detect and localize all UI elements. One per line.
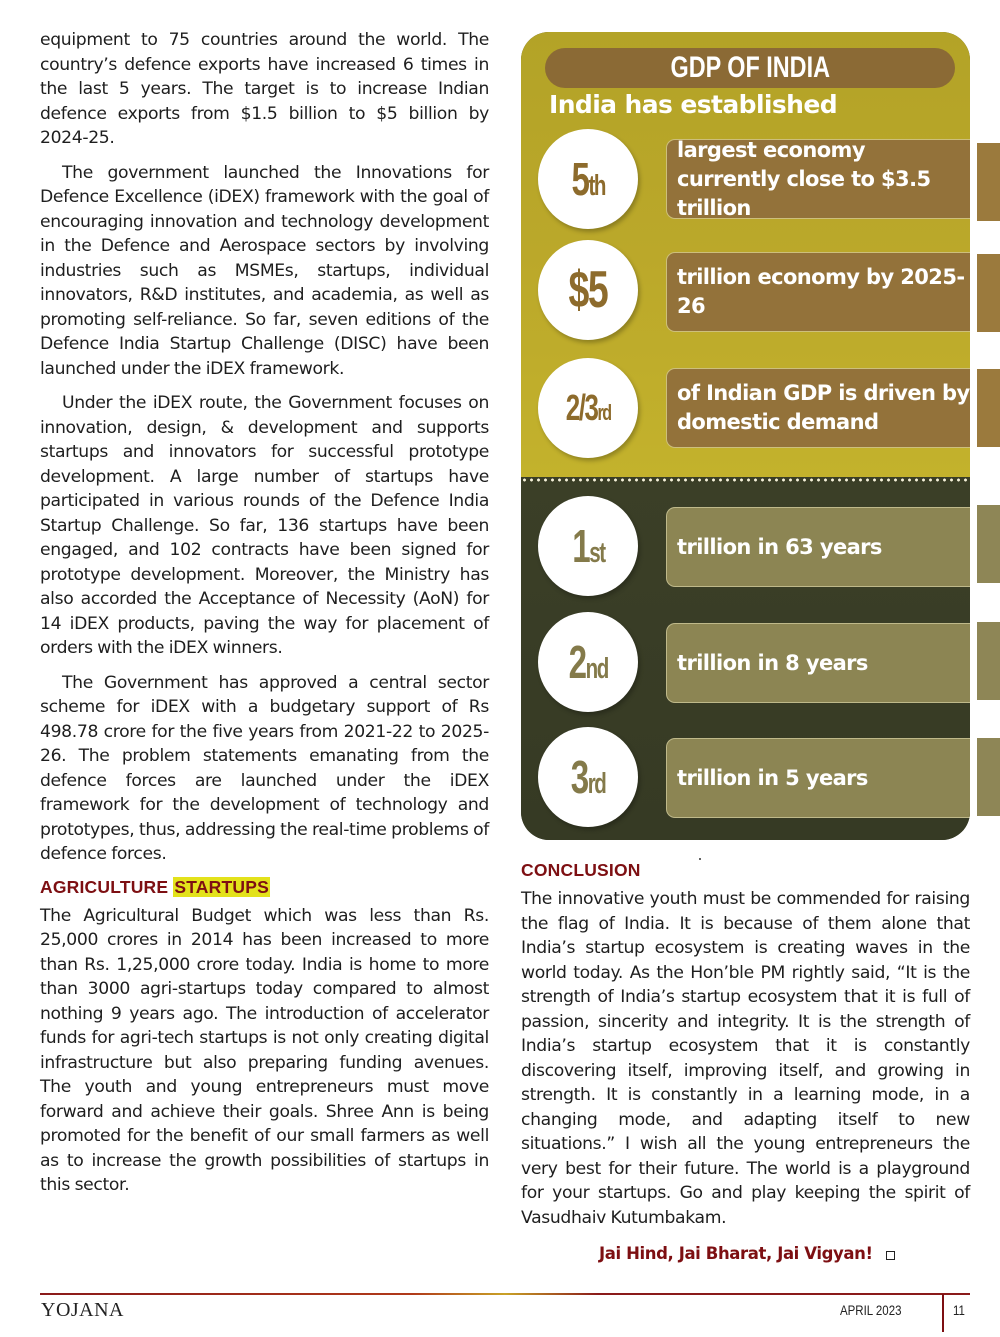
stat-badge: 3rd bbox=[538, 727, 638, 827]
stat-bar bbox=[666, 507, 970, 587]
infographic-title-bar bbox=[545, 48, 955, 88]
stat-badge: 1st bbox=[538, 496, 638, 596]
side-tab-decoration bbox=[977, 254, 1000, 332]
stat-text: trillion in 63 years bbox=[677, 534, 882, 559]
page-number: 11 bbox=[953, 1303, 965, 1318]
stat-text: of Indian GDP is driven by domestic demand bbox=[677, 381, 970, 434]
infographic-subtitle: India has established bbox=[549, 90, 838, 119]
heading-part-agriculture: AGRICULTURE bbox=[40, 876, 169, 897]
infographic-title: GDP OF INDIA bbox=[670, 51, 830, 84]
stat-badge: $5 bbox=[538, 240, 638, 340]
issue-date: APRIL 2023 bbox=[840, 1303, 902, 1318]
side-tab-decoration bbox=[977, 505, 1000, 583]
stat-text: trillion economy by 2025-26 bbox=[677, 265, 965, 318]
paragraph-idex-scheme: The Government has approved a central sector scheme for iDEX with a budgetary support of Rs 498.78 crore for the five years from 2021-22 to 2025-26. The problem statements emanating from the defence forces are launched under the iDEX framework for the development of technology and prototypes, thus, addressing the real-time problems of defence forces. bbox=[40, 672, 489, 864]
stat-text: trillion in 5 years bbox=[677, 765, 868, 790]
gdp-infographic bbox=[521, 32, 970, 840]
end-of-article-box-icon bbox=[886, 1251, 895, 1260]
sign-off: Jai Hind, Jai Bharat, Jai Vigyan! bbox=[599, 1244, 873, 1263]
stat-bar bbox=[666, 738, 970, 818]
stat-row-two-thirds bbox=[521, 358, 970, 458]
footer-divider bbox=[942, 1294, 944, 1332]
conclusion-section bbox=[521, 860, 970, 1230]
paragraph-idex-framework: The government launched the Innovations for Defence Excellence (iDEX) framework with the goal of encouraging innovation and technology development in the Defence and Aerospace sectors by involving industries such as MSMEs, startups, individual innovators, R&D institutes, and academia, as well as promoting self-reliance. So far, seven editions of the Defence India Startup Challenge (DISC) have been launched under the iDEX framework. bbox=[40, 162, 489, 379]
paragraph-idex-route: Under the iDEX route, the Government focuses on innovation, design, & development and supports startups and innovators for successful prototype development. A large number of startups have participated in various rounds of the Defence India Startup Challenge. So far, 136 startups have been engaged, and 102 contracts have been signed for prototype development. Moreover, the Ministry has also accorded the Acceptance of Necessity (AoN) for 14 iDEX products, paving the way for placement of orders with the iDEX winners. bbox=[40, 393, 489, 658]
side-tab-decoration bbox=[977, 738, 1000, 816]
footer-rule bbox=[40, 1293, 970, 1295]
conclusion-heading: CONCLUSION bbox=[521, 860, 641, 880]
stat-row-3rd-trillion bbox=[521, 727, 970, 827]
conclusion-paragraph: The innovative youth must be commended for raising the flag of India. It is because of them alone that India’s startup ecosystem is creating waves in the world today. As the Hon’ble PM rightly said, “It is the strength of India’s startup ecosystem that it is full of passion, sincerity and integrity. It is the strength of India’s startup ecosystem that it is constantly discovering itself, improving itself, and growing in strength. It is constantly in a learning mode, in a changing mode, and adapting itself to new situations.” I wish all the young entrepreneurs the very best for their future. The world is a playground for your startups. Go and play keeping the spirit of Vasudhaiv Kutumbakam. bbox=[521, 889, 970, 1228]
paragraph-agriculture: The Agricultural Budget which was less than Rs. 25,000 crores in 2014 has been increased to more than Rs. 1,25,000 crore today. India is home to more than 3000 agri-startups today compared to almost nothing 9 years ago. The introduction of accelerator funds for agri-tech startups is not only creating digital infrastructure but also preparing funding avenues. The youth and young entrepreneurs must move forward and achieve their goals. Shree Ann is being promoted for the benefit of our small farmers as well as to increase the growth possibilities of startups in this sector. bbox=[40, 905, 489, 1195]
stat-row-5th bbox=[521, 129, 970, 229]
stat-badge: 5th bbox=[538, 129, 638, 229]
stat-row-2nd-trillion bbox=[521, 612, 970, 712]
heading-part-startups-highlighted: STARTUPS bbox=[174, 876, 269, 897]
side-tab-decoration bbox=[977, 369, 1000, 447]
stat-bar bbox=[666, 252, 970, 332]
stat-bar bbox=[666, 623, 970, 703]
stat-row-5-trillion bbox=[521, 240, 970, 340]
side-tab-decoration bbox=[977, 622, 1000, 700]
agriculture-startups-heading bbox=[40, 877, 489, 898]
stat-bar bbox=[666, 368, 970, 448]
stat-bar bbox=[666, 139, 970, 219]
publication-name: YOJANA bbox=[41, 1299, 124, 1321]
stat-badge: 2/3rd bbox=[538, 358, 638, 458]
side-tab-decoration bbox=[977, 143, 1000, 221]
stat-row-1st-trillion bbox=[521, 496, 970, 596]
paragraph-defence-exports: equipment to 75 countries around the world. The country’s defence exports have increased 6 times in the last 5 years. The target is to increase Indian defence exports from $1.5 billion to $5 billion by 2024-25. bbox=[40, 30, 489, 148]
stat-badge: 2nd bbox=[538, 612, 638, 712]
stat-text: trillion in 8 years bbox=[677, 650, 868, 675]
left-column bbox=[40, 28, 489, 1198]
stat-text: largest economy currently close to $3.5 trillion bbox=[677, 137, 931, 220]
